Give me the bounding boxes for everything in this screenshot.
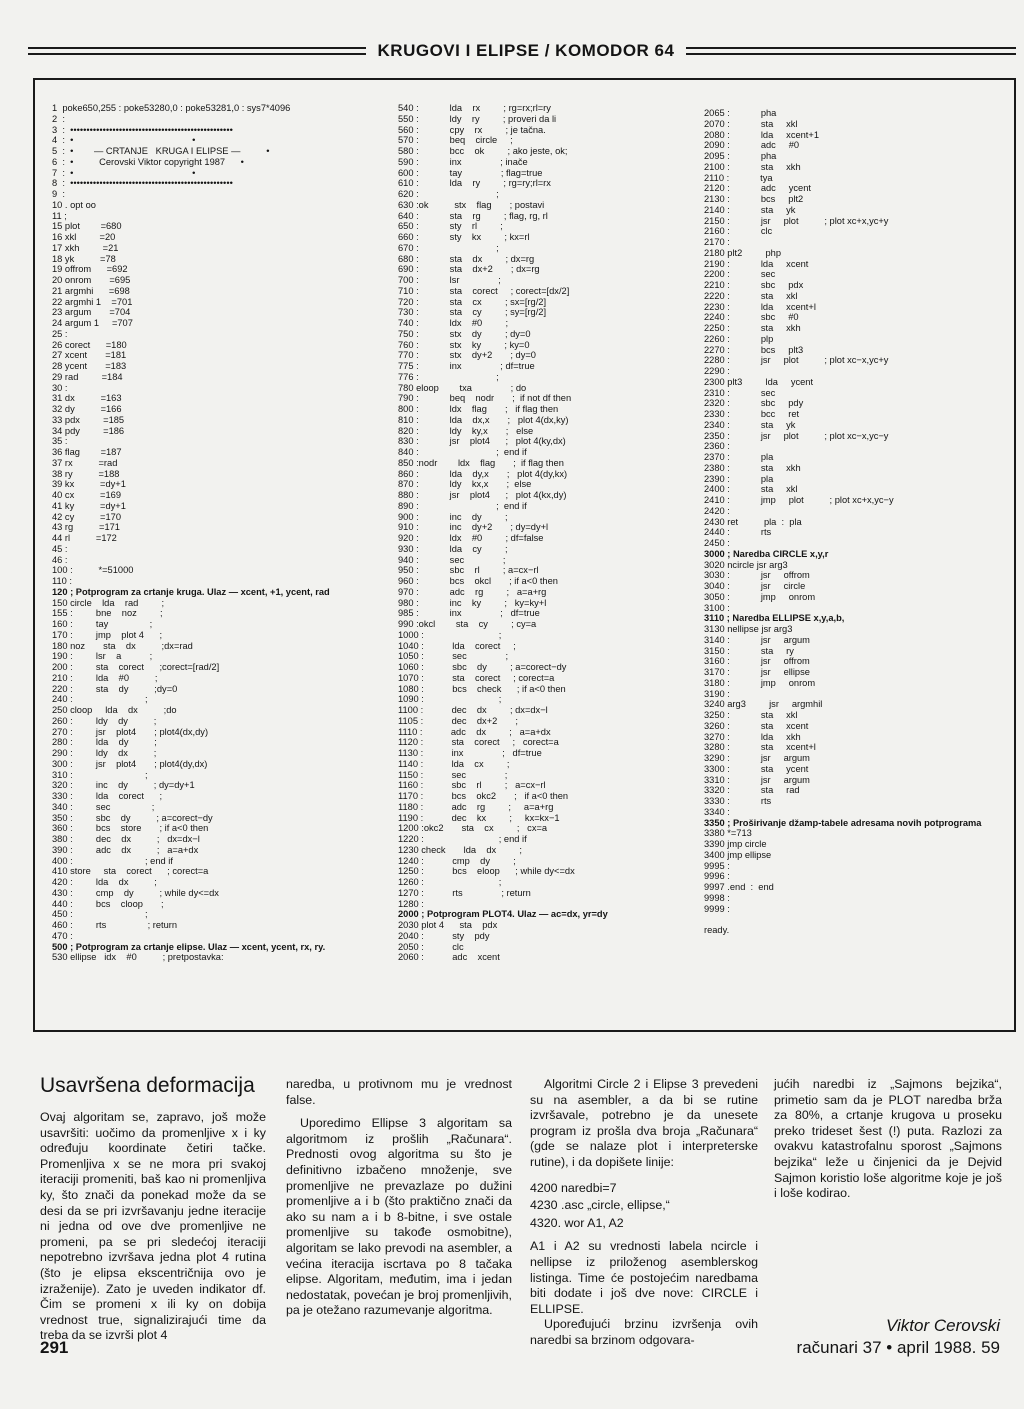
code-line: 4 : • • [52,135,196,146]
code-line: 580 : bcc ok ; ako jeste, ok; [398,146,568,156]
code-line: 660 : sty kx ; kx=rl [398,232,530,242]
code-line: 1240 : cmp dy ; [398,855,516,866]
code-line: 3150 : sta ry [704,645,794,656]
code-line: 2065 : pha [704,108,777,118]
code-line: 210 : lda #0 ; [52,672,158,683]
code-line: 2340 : sta yk [704,419,796,430]
code-line: 1220 : ; end if [398,834,527,844]
code-line: 3260 : sta xcent [704,720,809,731]
code-line: 1060 : sbc dy ; a=corect−dy [398,662,567,672]
code-line: 7 : • • [52,167,196,178]
code-line: 340 : sec ; [52,801,155,812]
magazine-footer: računari 37 • april 1988. 59 [796,1338,1000,1357]
article-paragraph: A1 i A2 su vrednosti labela ncircle i nellipse iz priloženog asemblerskog listinga. Time će postojećim naredbama biti dodate i još dve nove: CIRCLE i ELLIPSE. [530,1239,758,1316]
code-line: 570 : beq circle ; [398,135,513,146]
page-header [28,38,1018,64]
code-line: 3130 nellipse jsr arg3 [704,624,793,634]
code-line: 530 ellipse idx #0 ; pretpostavka: [52,952,224,963]
code-line: 5 : • — CRTANJE KRUGA I ELIPSE — • [52,146,270,156]
code-line: 155 : bne noz ; [52,608,163,619]
article-paragraph: Uporedimo Ellipse 3 algoritam sa algoritmom iz prošlih „Računara“. Prednosti ovog algoritma su što je definitivno izbačeno množenje, sve promenljive ne prevazlaze po dužini promenljive a i b (što praktično znači da ako su nam a i b 8-bitne, i sve ostale promenljive su takođe osmobitne), algoritam se lako prevodi na asembler, a većina iteracija iscrtava po 8 tačaka elipse. Algoritam, međutim, ima i jedan nedostatak, povećan je broj promenljivih, pa je otežano razumevanje algoritma. [286,1116,512,1318]
code-line: 46 : [52,554,68,565]
code-line: 430 : cmp dy ; while dy<=dx [52,887,219,898]
code-line: 3310 : jsr argum [704,774,810,785]
code-line: 240 : ; [52,694,148,705]
code-line: 2310 : sec [704,387,776,398]
code-line: 720 : sta cx ; sx=[rg/2] [398,296,547,307]
code-line: 360 : bcs store ; if a<0 then [52,823,209,834]
article-column-4 [774,1077,1002,1202]
code-line: 690 : sta dx+2 ; dx=rg [398,264,540,275]
code-line: 500 ; Potprogram za crtanje elipse. Ulaz — xcent, ycent, rx, ry. [52,941,326,952]
code-line: 41 ky =dy+1 [52,500,126,511]
code-line: 680 : sta dx ; dx=rg [398,253,535,264]
code-line: 410 store sta corect ; corect=a [52,866,209,877]
code-line: 2270 : bcs plt3 [704,344,804,355]
code-line: 3350 ; Proširivanje džamp-tabele adresama novih potprograma [704,817,982,828]
code-line: 260 : ldy dy ; [52,715,157,726]
code-line: 2320 : sbc pdy [704,398,804,409]
code-line: 9995 : [704,860,730,871]
code-line: 180 noz sta dx ;dx=rad [52,640,193,651]
code-line: 2060 : adc xcent [398,952,500,963]
code-line: 1090 : ; [398,694,502,705]
code-line: 4320. wor A1, A2 [530,1215,624,1230]
code-line: 150 circle lda rad ; [52,597,165,608]
code-line: 1130 : inx ; df=true [398,748,542,758]
code-line: 40 cx =169 [52,490,121,500]
code-line: 770 : stx dy+2 ; dy=0 [398,350,536,361]
code-line: 2030 plot 4 sta pdx [398,920,498,930]
header-rule-right [686,47,1016,55]
code-line: 3160 : jsr offrom [704,656,810,667]
code-line: 330 : lda corect ; [52,791,163,801]
code-line: 26 corect =180 [52,339,127,350]
code-line: 950 : sbc rl ; a=cx−rl [398,565,539,576]
code-line: 19 offrom =692 [52,264,128,275]
header-rule-left [28,47,366,55]
code-line: 2440 : rts [704,527,772,538]
code-line: 3170 : jsr ellipse [704,667,810,677]
code-line: 2140 : sta yk [704,204,796,215]
code-line: 940 : sec ; [398,554,506,565]
code-line: 2100 : sta xkh [704,161,801,172]
code-line: 1180 : adc rg ; a=a+rg [398,801,554,812]
code-line: 930 : lda cy ; [398,543,508,554]
code-line: 1160 : sbc rl ; a=cx−rl [398,780,546,791]
page-number: 291 [40,1338,69,1357]
code-line: 1150 : sec ; [398,769,508,780]
code-line: 4230 .asc „circle, ellipse,“ [530,1198,670,1213]
code-line: 1200 :okc2 sta cx ; cx=a [398,823,548,834]
code-line: 2090 : adc #0 [704,140,800,151]
code-line: 1070 : sta corect ; corect=a [398,672,555,683]
code-line: 1190 : dec kx ; kx=kx−1 [398,812,560,823]
code-line: 1100 : dec dx ; dx=dx−l [398,705,548,715]
article-paragraph: naredba, u protivnom mu je vrednost false. [286,1077,512,1107]
code-line: 620 : ; [398,189,499,199]
code-line: 10 . opt oo [52,199,96,210]
code-line: 2190 : lda xcent [704,258,809,269]
code-line: 630 :ok stx flag ; postavi [398,199,545,210]
code-line: 38 ry =188 [52,468,120,479]
code-line: 100 : *=51000 [52,565,134,576]
code-line: 2040 : sty pdy [398,930,490,941]
code-line: 9997 .end : end [704,882,774,892]
code-line: 2410 : jmp plot ; plot xc+x,yc−y [704,495,894,505]
code-line: 390 : adc dx ; a=a+dx [52,844,199,855]
article-column-2 [286,1077,512,1319]
code-line: 3180 : jmp onrom [704,677,816,688]
code-line: 3 : •••••••••••••••••••••••••••••••••••••••••••••••••• [52,124,233,135]
code-line: 28 ycent =183 [52,361,127,371]
code-line: 2280 : jsr plot ; plot xc−x,yc+y [704,355,889,366]
code-line: 36 flag =187 [52,447,122,457]
code-line: 1230 check lda dx ; [398,844,523,855]
code-line: 890 : ; end if [398,500,527,511]
code-line: 960 : bcs okcl ; if a<0 then [398,576,558,586]
code-line: 170 : jmp plot 4 ; [52,629,163,640]
code-line: 2420 : [704,505,730,516]
code-line: 8 : •••••••••••••••••••••••••••••••••••••••••••••••••• [52,178,233,189]
code-line: 15 plot =680 [52,221,122,232]
code-line: 1140 : lda cx ; [398,758,510,769]
code-line: 2130 : bcs plt2 [704,194,804,204]
code-line: 920 : ldx #0 ; df=false [398,533,544,543]
code-line: 2210 : sbc pdx [704,280,804,290]
code-line: 3020 ncircle jsr arg3 [704,559,788,570]
code-line: 810 : lda dx,x ; plot 4(dx,ky) [398,414,569,425]
code-line: 42 cy =170 [52,511,121,522]
code-line: 3050 : jmp onrom [704,591,816,602]
code-line: 6 : • Cerovski Viktor copyright 1987 • [52,156,244,167]
code-line: 2050 : clc [398,941,464,952]
code-line: 2400 : sta xkl [704,484,798,495]
code-line: 3000 ; Naredba CIRCLE x,y,r [704,548,829,559]
code-line: 985 : inx ; df=true [398,608,540,619]
code-line: 30 : [52,382,68,393]
code-line: 31 dx =163 [52,393,122,404]
code-line: 2160 : clc [704,226,773,237]
code-line: 2370 : pla [704,452,774,462]
code-line: 730 : sta cy ; sy=[rg/2] [398,307,547,318]
code-line: 250 cloop lda dx ;do [52,705,177,715]
code-line: 1270 : rts ; return [398,887,531,898]
code-line: 9999 : [704,903,730,914]
code-line: 2000 ; Potprogram PLOT4. Ulaz — ac=dx, yr=dy [398,909,608,920]
page-title: KRUGOVI I ELIPSE / KOMODOR 64 [377,41,675,60]
code-line: 29 rad =184 [52,371,123,382]
code-line: 20 onrom =695 [52,275,131,285]
code-line: 470 : [52,930,73,941]
code-line: 300 : jsr plot4 ; plot4(dy,dx) [52,758,208,769]
code-line: 2200 : sec [704,269,776,280]
code-line: 2095 : pha [704,151,777,161]
code-line: 3030 : jsr offrom [704,570,810,581]
code-line: 2070 : sta xkl [704,118,798,129]
code-line: 200 : sta corect ;corect=[rad/2] [52,662,220,672]
code-line [704,914,1004,925]
code-line: 3380 *=713 [704,828,752,839]
code-line: 24 argum 1 =707 [52,318,133,328]
code-line: 3100 : [704,602,730,613]
code-line: 16 xkl =20 [52,232,116,242]
code-line: 860 : lda dy,x ; plot 4(dy,kx) [398,468,568,479]
code-line: 450 : ; [52,909,148,920]
article-heading: Usavršena deformacija [40,1074,255,1097]
code-line: 2380 : sta xkh [704,462,801,473]
code-line: 2290 : [704,366,730,376]
code-line: 1105 : dec dx+2 ; [398,715,518,726]
code-line: 980 : inc ky ; ky=ky+l [398,597,547,608]
code-line: 1170 : bcs okc2 ; if a<0 then [398,791,569,801]
code-line: 775 : inx ; df=true [398,361,535,371]
code-line: 3270 : lda xkh [704,731,801,742]
code-line: 990 :okcl sta cy ; cy=a [398,619,537,629]
listing-column-3 [704,108,1004,936]
code-line: 1 poke650,255 : poke53280,0 : poke53281,0 : sys7*4096 [52,103,291,113]
code-line: 3300 : sta ycent [704,763,809,774]
code-line: 850 :nodr ldx flag ; if flag then [398,457,564,468]
code-line: 560 : cpy rx ; je tačna. [398,124,546,135]
code-line: 2230 : lda xcent+l [704,301,816,312]
code-line: 2300 plt3 lda ycent [704,376,814,387]
code-line: 44 rl =172 [52,533,117,543]
code-line: 45 : [52,543,68,554]
code-line: 22 argmhi 1 =701 [52,296,133,307]
code-line: 2080 : lda xcent+1 [704,129,819,140]
code-line: 650 : sty rl ; [398,221,503,232]
code-line: 17 xkh =21 [52,242,119,253]
code-line: 35 : [52,436,68,447]
code-line: 830 : jsr plot4 ; plot 4(ky,dx) [398,436,566,447]
code-line: 2350 : jsr plot ; plot xc−x,yc−y [704,430,889,441]
article-column-1 [40,1074,266,1344]
code-line: 3240 arg3 jsr argmhil [704,699,823,710]
code-line: 3290 : jsr argum [704,753,810,763]
code-line: 670 : ; [398,242,499,253]
code-line: 3330 : rts [704,796,772,806]
code-line: 910 : inc dy+2 ; dy=dy+l [398,522,549,533]
code-line: 110 : [52,576,72,586]
code-line: 310 : ; [52,769,148,780]
code-line: 2180 plt2 php [704,247,782,258]
code-line: 540 : lda rx ; rg=rx;rl=ry [398,103,551,113]
code-line: 2240 : sbc #0 [704,312,799,323]
code-line: 550 : ldy ry ; proveri da li [398,113,557,124]
code-line: 870 : ldy kx,x ; else [398,479,532,490]
code-line: 290 : ldy dx ; [52,748,157,758]
code-line: 900 : inc dy ; [398,511,508,522]
code-line: 1080 : bcs check ; if a<0 then [398,683,566,694]
code-line: 3320 : sta rad [704,785,800,796]
author-name: Viktor Cerovski [886,1316,1000,1335]
code-line: 2330 : bcc ret [704,409,800,419]
code-line: 1040 : lda corect ; [398,640,516,651]
code-line: 800 : ldx flag ; if flag then [398,404,559,414]
code-line: 1110 : adc dx ; a=a+dx [398,726,551,737]
code-line: 39 kx =dy+1 [52,479,126,490]
code-line: 2430 ret pla : pla [704,516,802,527]
code-line: 33 pdx =185 [52,414,125,425]
code-line: 11 ; [52,210,67,221]
code-line: 43 rg =171 [52,522,120,533]
code-line: 380 : dec dx ; dx=dx−l [52,834,200,844]
code-line: 820 : ldy ky,x ; else [398,425,534,436]
code-line: 740 : ldx #0 ; [398,318,509,328]
code-line: 2 : [52,113,65,124]
code-line: 3280 : sta xcent+l [704,742,816,753]
code-line: 420 : lda dx ; [52,877,157,887]
code-line: 840 : ; end if [398,447,527,457]
code-line: 21 argmhi =698 [52,285,130,296]
code-line: 760 : stx ky ; ky=0 [398,339,530,350]
code-line: 220 : sta dy ;dy=0 [52,683,178,694]
code-line: 37 rx =rad [52,457,118,468]
article-paragraph: Algoritmi Circle 2 i Elipse 3 prevedeni su na asembler, a da bi se rutine izvršavale, potrebno je da unesete program iz prošla dva broja „Računara“ (gde se nalaze plot i interpreterske rutine), i da dopišete linije: [530,1077,758,1169]
code-line: 9 : [52,189,65,199]
code-line: 1050 : sec ; [398,651,509,662]
code-line: 27 xcent =181 [52,350,127,361]
code-line: 2110 : tya [704,172,773,183]
code-line: 880 : jsr plot4 ; plot 4(kx,dy) [398,490,567,500]
code-line: 23 argum =704 [52,307,131,318]
code-line: 270 : jsr plot4 ; plot4(dx,dy) [52,726,209,737]
listing-column-2 [398,103,698,963]
code-line: 1280 : [398,898,424,909]
code-line: 460 : rts ; return [52,920,178,930]
code-line: 32 dy =166 [52,404,122,414]
code-line: 3140 : jsr argum [704,634,810,645]
code-line: 590 : inx ; inače [398,156,528,167]
code-line: 600 : tay ; flag=true [398,167,543,178]
code-line: 710 : sta corect ; corect=[dx/2] [398,285,570,296]
code-line: 780 eloop txa ; do [398,382,527,393]
code-line: 2250 : sta xkh [704,323,801,333]
code-line: 700 : lsr ; [398,275,501,285]
code-line: 25 : [52,328,68,339]
code-line: 120 ; Potprogram za crtanje kruga. Ulaz — xcent, +1, ycent, rad [52,586,330,597]
code-line: 3400 jmp ellipse [704,849,772,860]
code-line: 34 pdy =186 [52,425,125,436]
listing-column-1 [52,103,397,963]
code-line: 610 : lda ry ; rg=ry;rl=rx [398,178,551,189]
code-line: 970 : adc rg ; a=a+rg [398,586,547,597]
code-line: 1260 : ; [398,877,502,887]
article-paragraph: jućih naredbi iz „Sajmons bejzika“, primetio sam da je PLOT naredba brža za 80%, a crtanje krugova u proseku preko trideset šest (!) puta. Razlozi za ovakvu katastrofalnu sporost „Sajmons bejzika“ leže u činjenici da je Dejvid Sajmon koristio loše algoritme koje je još i loše kodirao. [774,1077,1002,1201]
code-line: 2450 : [704,538,730,548]
code-line: 2260 : plp [704,333,774,344]
code-line: 3190 : [704,688,730,699]
article-column-3 [530,1077,758,1349]
code-line: 2150 : jsr plot ; plot xc+x,yc+y [704,215,889,226]
code-line: 1120 : sta corect ; corect=a [398,737,559,748]
code-line: 2360 : [704,441,730,452]
code-line: 1000 : ; [398,629,502,640]
code-line: 790 : beq nodr ; if not df then [398,393,572,404]
code-line: 280 : lda dy ; [52,737,157,748]
code-line: 3340 : [704,806,730,817]
code-line: 400 : ; end if [52,855,173,866]
code-line: 9998 : [704,892,730,903]
code-line: 4200 naredbi=7 [530,1180,617,1195]
code-line: 2170 : [704,237,730,247]
code-line: 1250 : bcs eloop ; while dy<=dx [398,866,575,877]
code-line: 776 : ; [398,371,499,382]
code-line: 18 yk =78 [52,253,116,264]
code-line: 640 : sta rg ; flag, rg, rl [398,210,548,221]
article-paragraph: Ovaj algoritam se, zapravo, još može usavršiti: uočimo da promenljive x i ky određuju koordinate četiri tačke. Promenljiva x se ne mora pri svakoj iteraciji promeniti, baš kao ni promenljiva ky, što znači da ponekad može da se desi da se pri izvršavanju jedne iteracije ni jedna od ove dve promenljive ne promeni, pa se pri sledećoj iteraciji nepotrebno izvršava jedna plot 4 rutina (što je elipsa ekscentričnija ovo je izraženije). Zato je uveden indikator df. Čim se promeni x ili ky on dobija vrednost true, signalizirajući time da treba da se izvrši plot 4 [40,1110,266,1343]
code-line: 3390 jmp circle [704,839,767,849]
code-line: 350 : sbc dy ; a=corect−dy [52,812,213,823]
code-line: 2120 : adc ycent [704,183,811,194]
article-paragraph: Upoređujući brzinu izvršenja ovih naredbi sa brzinom odgovara- [530,1317,758,1347]
code-line: 2220 : sta xkl [704,290,798,301]
code-line: 160 : tay ; [52,619,153,629]
code-line: 190 : lsr a ; [52,651,153,662]
code-line: 320 : inc dy ; dy=dy+1 [52,780,195,791]
code-line: 750 : stx dy ; dy=0 [398,328,531,339]
code-line: 9996 : [704,871,730,882]
code-line: 2390 : pla [704,473,774,484]
code-line: 440 : bcs cloop ; [52,898,164,909]
code-line: 3040 : jsr circle [704,581,806,591]
code-line: 3250 : sta xkl [704,710,798,720]
code-line: ready. [704,925,730,935]
code-line: 3110 ; Naredba ELLIPSE x,y,a,b, [704,613,845,624]
